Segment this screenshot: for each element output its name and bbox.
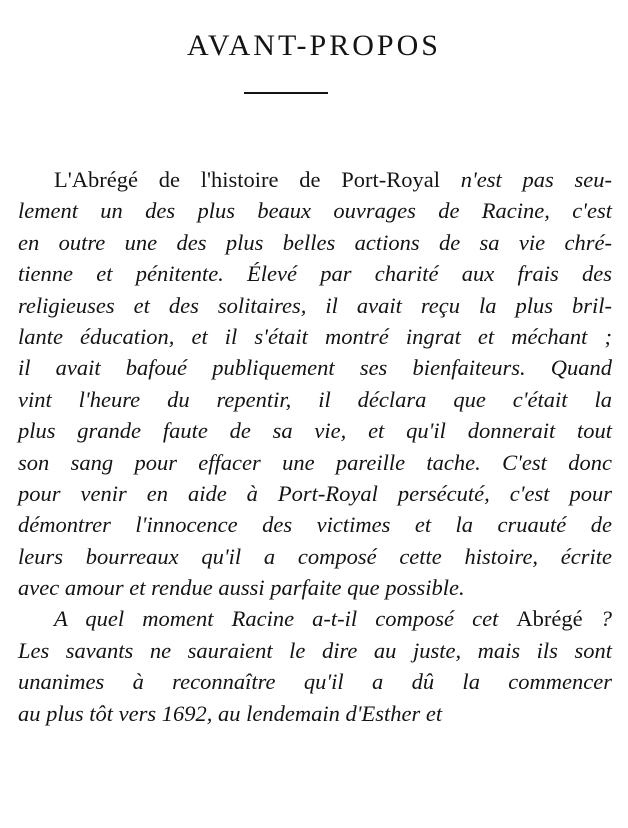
italic-text: son sang pour effacer une pareille tache. C'est donc bbox=[18, 449, 612, 475]
text-line bbox=[18, 290, 612, 321]
italic-text: en outre une des plus belles actions de sa vie chré- bbox=[18, 229, 612, 255]
text-line bbox=[18, 352, 612, 383]
italic-text: avec amour et rendue aussi parfaite que possible. bbox=[18, 575, 465, 601]
italic-text: leurs bourreaux qu'il a composé cette histoire, écrite bbox=[18, 543, 612, 569]
paragraph bbox=[18, 603, 612, 729]
italic-text: vint l'heure du repentir, il déclara que c'était la bbox=[18, 386, 612, 412]
text-line bbox=[18, 541, 612, 572]
italic-text: tienne et pénitente. Élevé par charité aux frais des bbox=[18, 261, 612, 287]
text-line bbox=[18, 447, 612, 478]
body-text bbox=[18, 164, 612, 729]
italic-text: lement un des plus beaux ouvrages de Racine, c'est bbox=[18, 198, 612, 224]
italic-text: lante éducation, et il s'était montré ingrat et méchant ; bbox=[18, 323, 612, 349]
text-line bbox=[18, 572, 612, 603]
roman-text: Abrégé bbox=[516, 606, 583, 632]
text-line bbox=[18, 509, 612, 540]
italic-text: pour venir en aide à Port-Royal persécuté, c'est pour bbox=[18, 480, 612, 506]
italic-text: unanimes à reconnaître qu'il a dû la commencer bbox=[18, 669, 612, 695]
text-line bbox=[18, 195, 612, 226]
italic-text: religieuses et des solitaires, il avait reçu la plus bril- bbox=[18, 292, 612, 318]
text-line bbox=[18, 603, 612, 634]
text-line bbox=[18, 321, 612, 352]
italic-text: démontrer l'innocence des victimes et la cruauté de bbox=[18, 512, 612, 538]
text-line bbox=[18, 415, 612, 446]
italic-text: il avait bafoué publiquement ses bienfaiteurs. Quand bbox=[18, 355, 612, 381]
text-line bbox=[18, 227, 612, 258]
italic-text: au plus tôt vers 1692, au lendemain d'Esther et bbox=[18, 700, 443, 726]
italic-text: Les savants ne sauraient le dire au juste, mais ils sont bbox=[18, 637, 612, 663]
italic-text: plus grande faute de sa vie, et qu'il donnerait tout bbox=[18, 418, 612, 444]
text-line bbox=[18, 666, 612, 697]
text-line bbox=[18, 698, 612, 729]
text-line bbox=[18, 635, 612, 666]
roman-text: L'Abrégé de l'histoire de Port-Royal bbox=[54, 167, 440, 192]
text-line bbox=[18, 164, 612, 195]
italic-text: n'est pas seu- bbox=[439, 167, 612, 192]
italic-text: ? bbox=[582, 606, 612, 632]
paragraph bbox=[18, 164, 612, 603]
text-line bbox=[18, 258, 612, 289]
text-line bbox=[18, 384, 612, 415]
page-title: AVANT-PROPOS bbox=[187, 29, 441, 63]
title-rule bbox=[244, 92, 328, 94]
italic-text: A quel moment Racine a-t-il composé cet bbox=[54, 606, 517, 632]
text-line bbox=[18, 478, 612, 509]
